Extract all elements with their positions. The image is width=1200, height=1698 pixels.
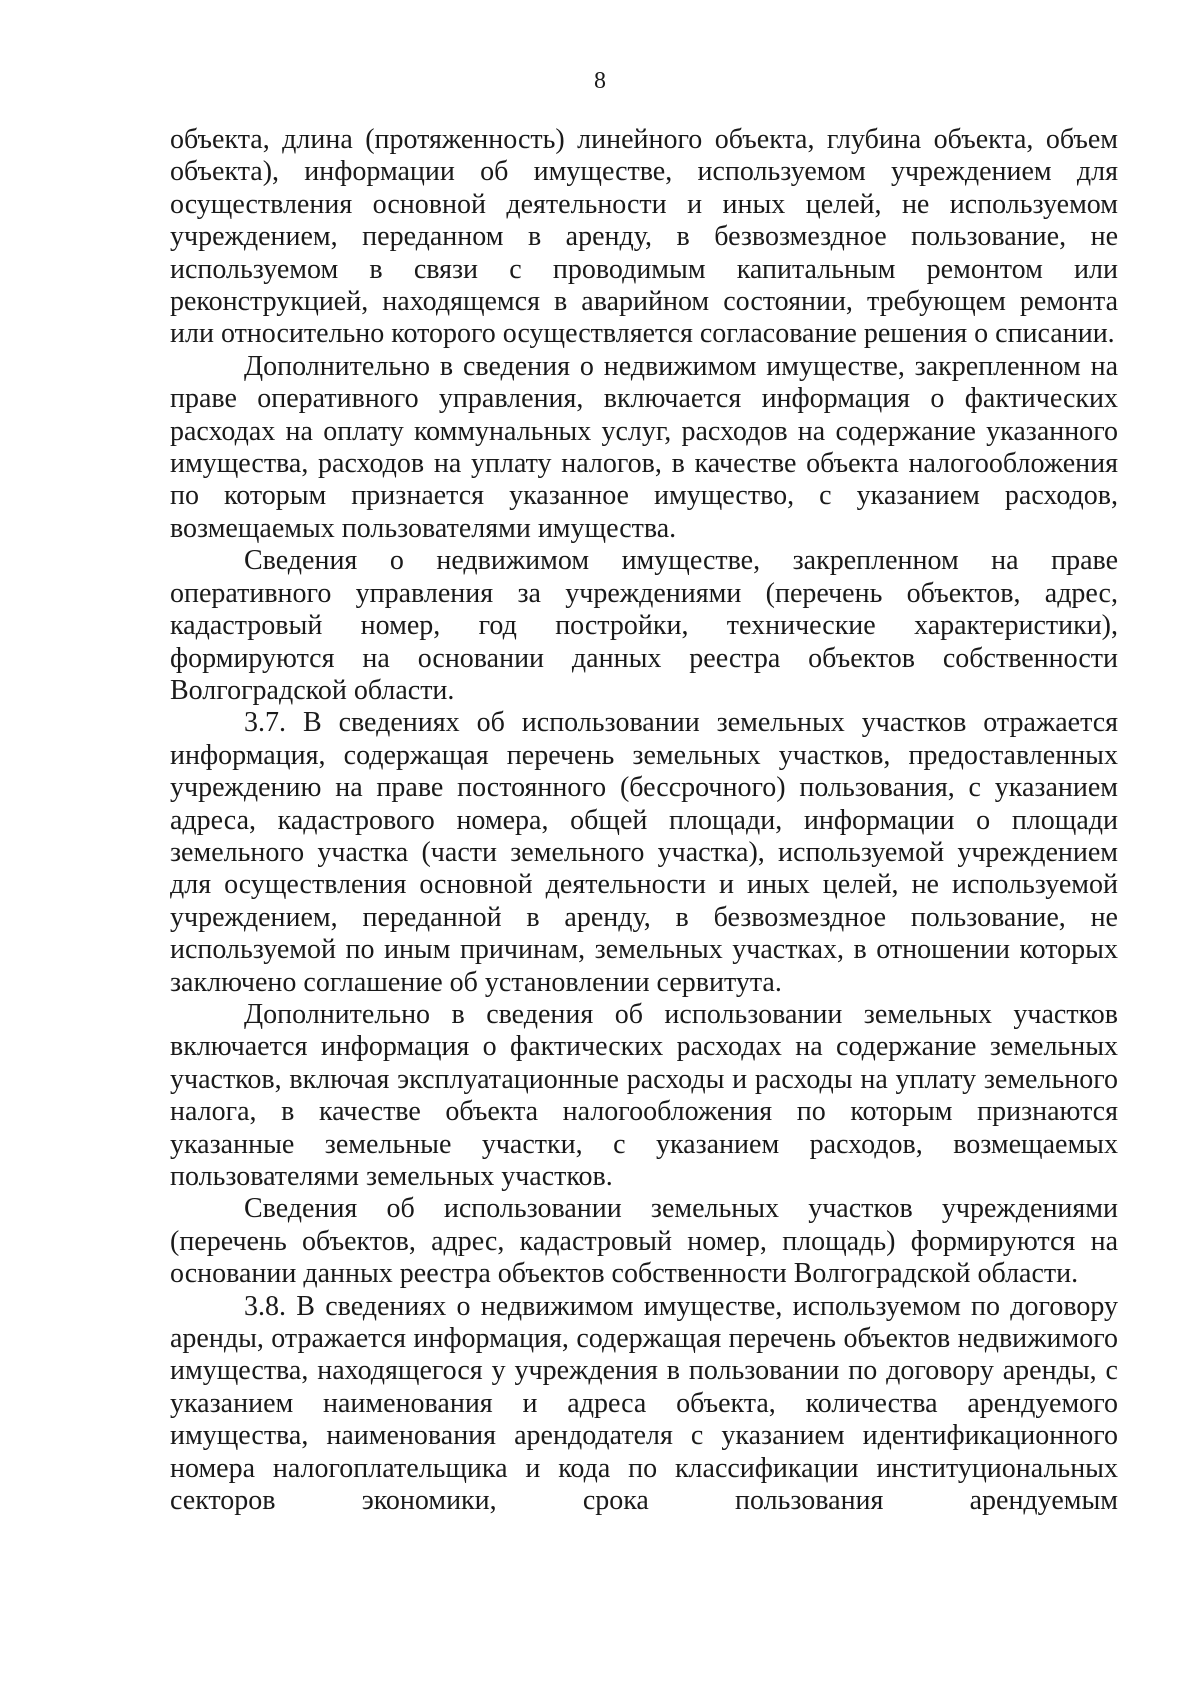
paragraph-continuation — [170, 124, 1118, 351]
paragraph-text: Сведения об использовании земельных участков учреждениями (перечень объектов, адрес, кадастровый номер, площадь) формируются на основании данных реестра объектов собственности Волгоградской области. — [170, 1193, 1118, 1290]
paragraph-text: Дополнительно в сведения об использовании земельных участков включается информация о фактических расходах на содержание земельных участков, включая эксплуатационные расходы и расходы на уплату земельного налога, в качестве объекта налогообложения по которым признаются указанные земельные участки, с указанием расходов, возмещаемых пользователями земельных участков. — [170, 998, 1118, 1192]
document-body — [170, 124, 1118, 1517]
page-number: 8 — [594, 68, 606, 94]
paragraph-property-registry — [170, 545, 1118, 707]
paragraph-additional-property-info — [170, 351, 1118, 545]
paragraph-text: Сведения о недвижимом имуществе, закрепленном на праве оперативного управления за учреждениями (перечень объектов, адрес, кадастровый номер, год постройки, технические характеристики), формируются на основании данных реестра объектов собственности Волгоградской области. — [170, 545, 1118, 706]
paragraph-section-3-7 — [170, 707, 1118, 999]
paragraph-additional-land-info — [170, 999, 1118, 1193]
paragraph-land-registry — [170, 1193, 1118, 1290]
paragraph-section-3-8 — [170, 1291, 1118, 1518]
paragraph-text: 3.7. В сведениях об использовании земельных участков отражается информация, содержащая перечень земельных участков, предоставленных учреждению на праве постоянного (бессрочного) пользования, с указанием адреса, кадастрового номера, общей площади, информации о площади земельного участка (части земельного участка), используемой учреждением для осуществления основной деятельности и иных целей, не используемой учреждением, переданной в аренду, в безвозмездное пользование, не используемой по иным причинам, земельных участках, в отношении которых заключено соглашение об установлении сервитута. — [170, 707, 1118, 998]
paragraph-text: объекта, длина (протяженность) линейного объекта, глубина объекта, объем объекта), информации об имуществе, используемом учреждением для осуществления основной деятельности и иных целей, не используемом учреждением, переданном в аренду, в безвозмездное пользование, не используемом в связи с проводимым капитальным ремонтом или реконструкцией, находящемся в аварийном состоянии, требующем ремонта или относительно которого осуществляется согласование решения о списании. — [170, 124, 1118, 350]
paragraph-text: Дополнительно в сведения о недвижимом имуществе, закрепленном на праве оперативного управления, включается информация о фактических расходах на оплату коммунальных услуг, расходов на содержание указанного имущества, расходов на уплату налогов, в качестве объекта налогообложения по которым признается указанное имущество, с указанием расходов, возмещаемых пользователями имущества. — [170, 350, 1118, 544]
paragraph-text: 3.8. В сведениях о недвижимом имуществе, используемом по договору аренды, отражается информация, содержащая перечень объектов недвижимого имущества, находящегося у учреждения в пользовании по договору аренды, с указанием наименования и адреса объекта, количества арендуемого имущества, наименования арендодателя с указанием идентификационного номера налогоплательщика и кода по классификации институциональных секторов экономики, срока пользования арендуемым — [170, 1290, 1118, 1517]
